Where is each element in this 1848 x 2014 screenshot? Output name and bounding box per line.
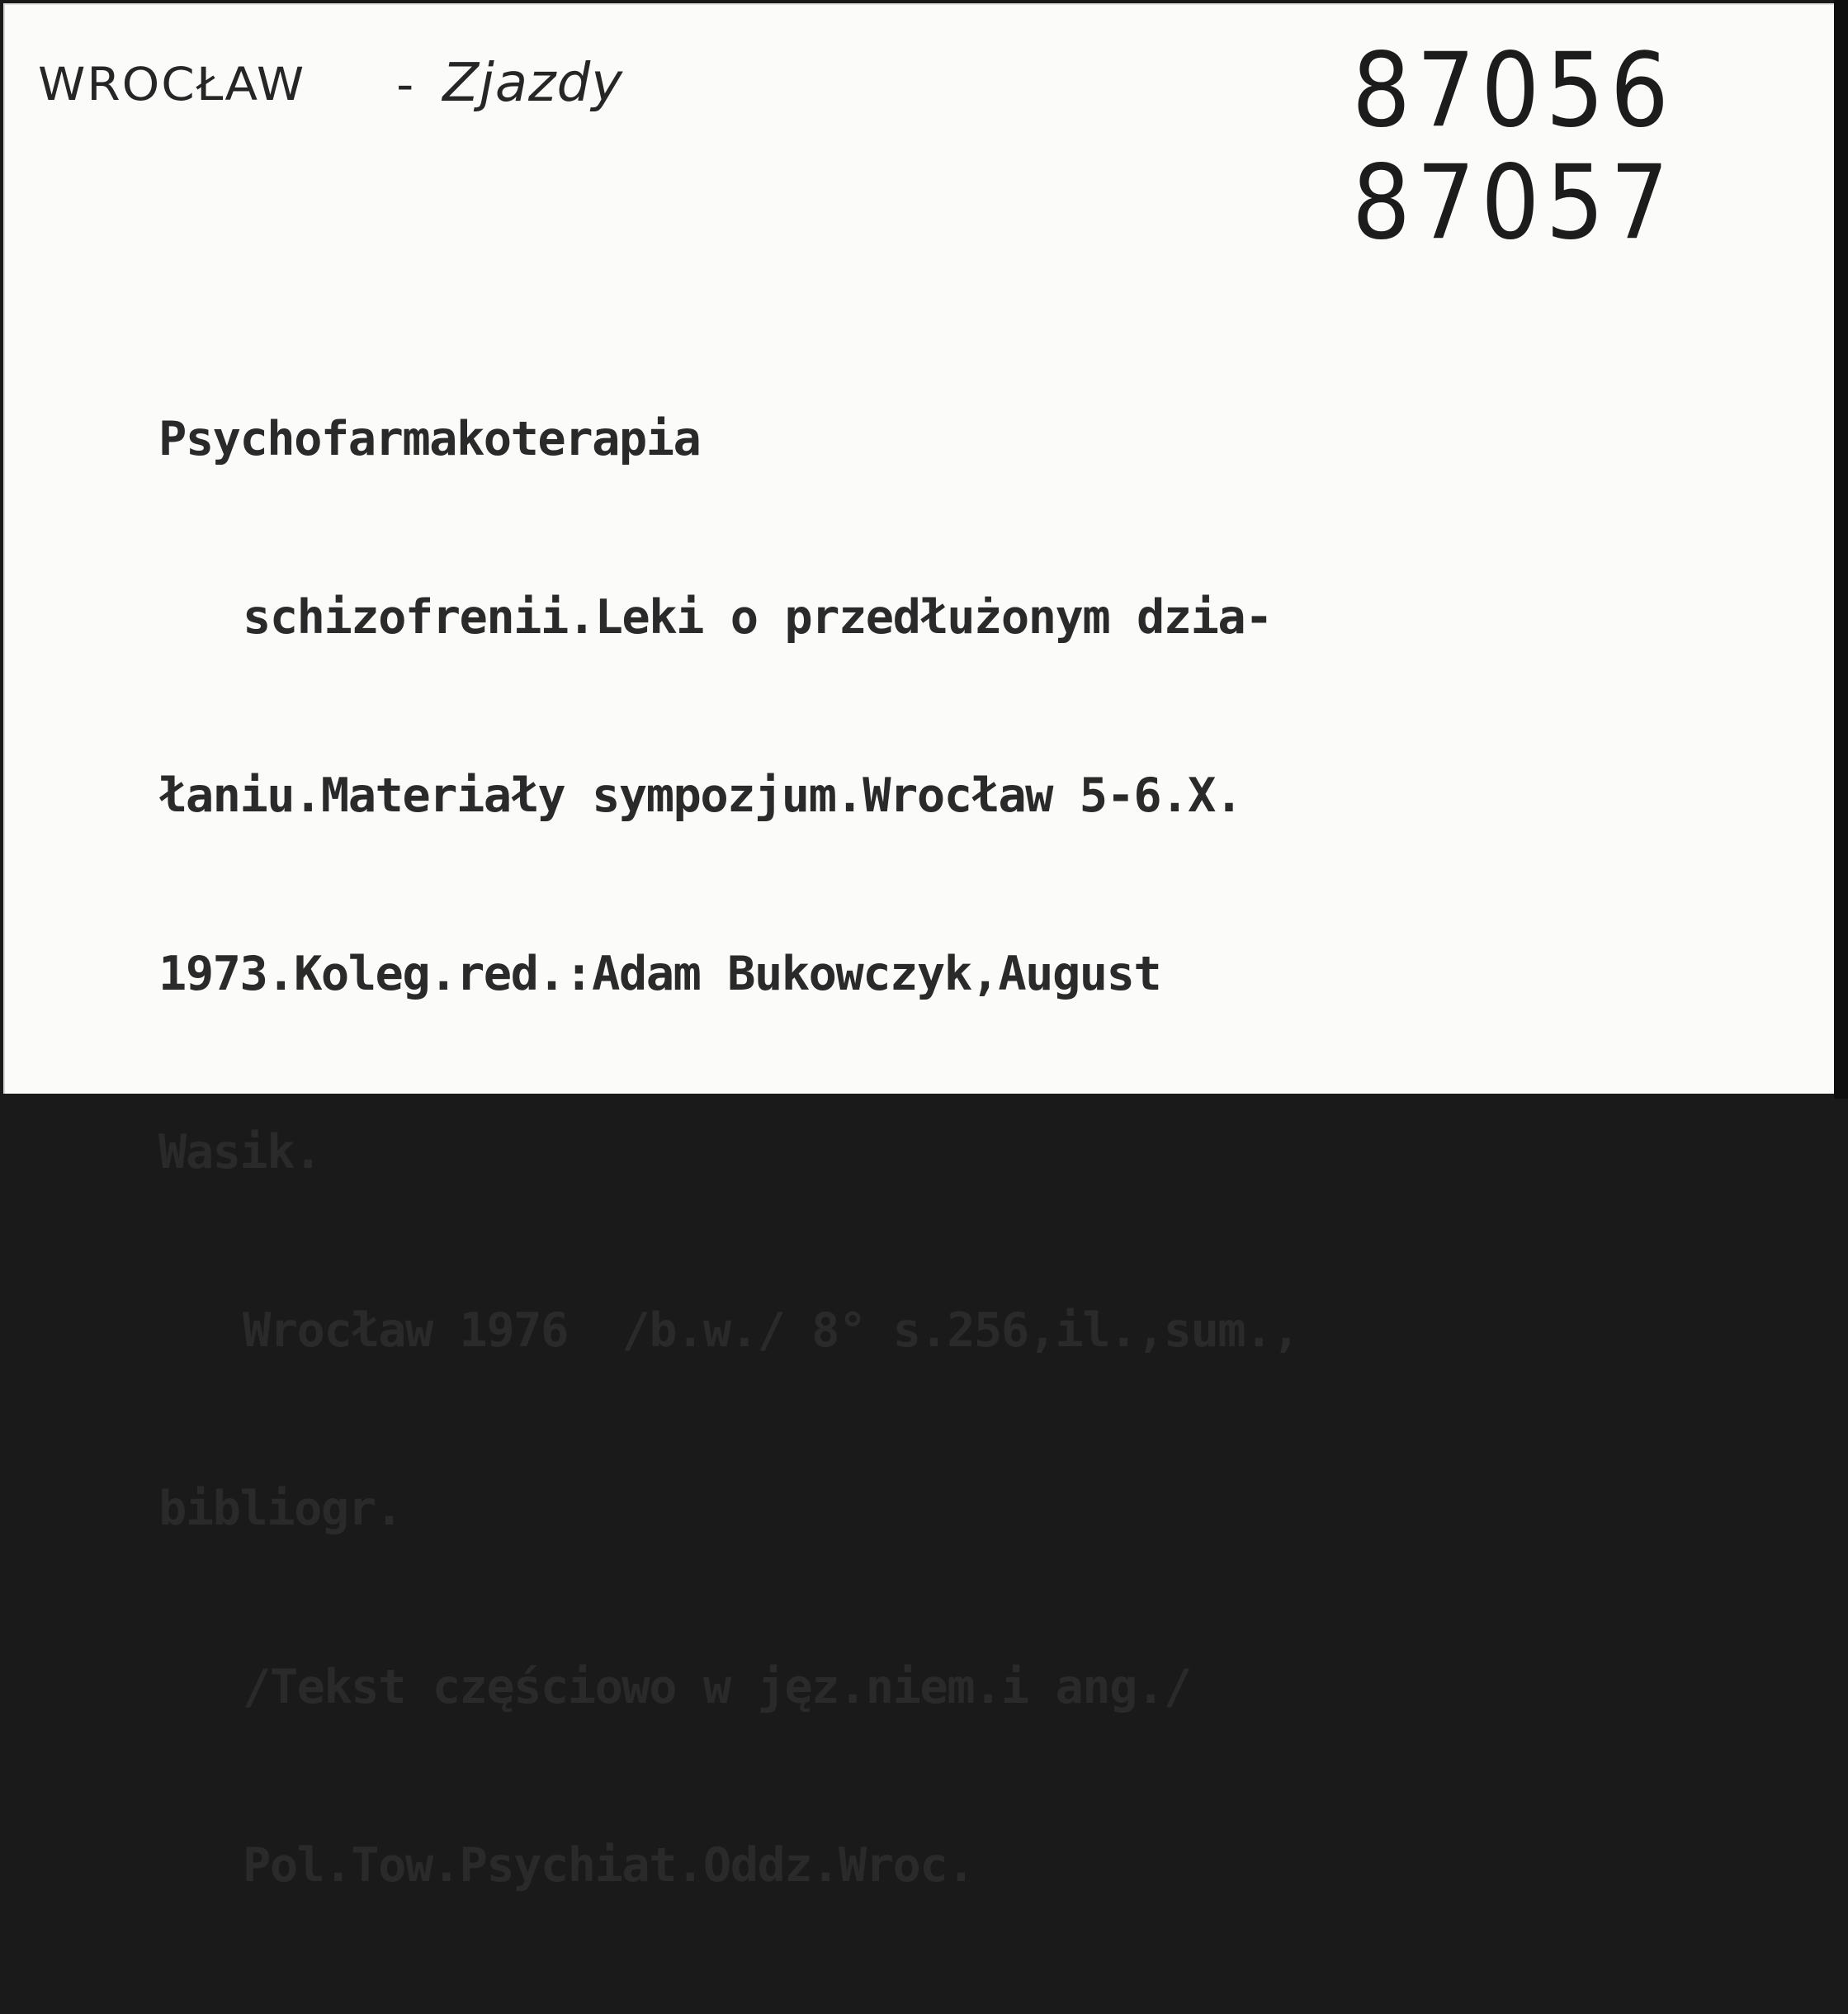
- title-line: Psychofarmakoterapia: [158, 412, 701, 466]
- imprint-line: bibliogr.: [158, 1482, 403, 1536]
- call-number: 87057: [1352, 144, 1675, 262]
- heading-subject: Zjazdy: [442, 53, 624, 114]
- call-number: 87056: [1352, 31, 1675, 150]
- note-line: Pol.Tow.Psychiat.Oddz.Wroc.: [243, 1838, 975, 1893]
- heading-place: WROCŁAW: [38, 57, 306, 111]
- bibliographic-description: [158, 291, 1299, 2014]
- call-numbers: [1352, 31, 1675, 262]
- card-edge-shadow: [1834, 0, 1848, 1099]
- title-line: schizofrenii.Leki o przedłużonym dzia-: [243, 590, 1273, 645]
- catalog-card: [3, 3, 1834, 1893]
- title-line: Wasik.: [158, 1125, 321, 1180]
- imprint-line: Wrocław 1976 /b.w./ 8° s.256,il.,sum.,: [243, 1303, 1299, 1358]
- subject-heading: [38, 53, 623, 114]
- title-line: 1973.Koleg.red.:Adam Bukowczyk,August: [158, 947, 1161, 1001]
- title-line: łaniu.Materiały sympozjum.Wrocław 5-6.X.: [158, 768, 1242, 823]
- note-line: /Tekst częściowo w jęz.niem.i ang./: [243, 1660, 1191, 1714]
- heading-separator: -: [396, 56, 415, 112]
